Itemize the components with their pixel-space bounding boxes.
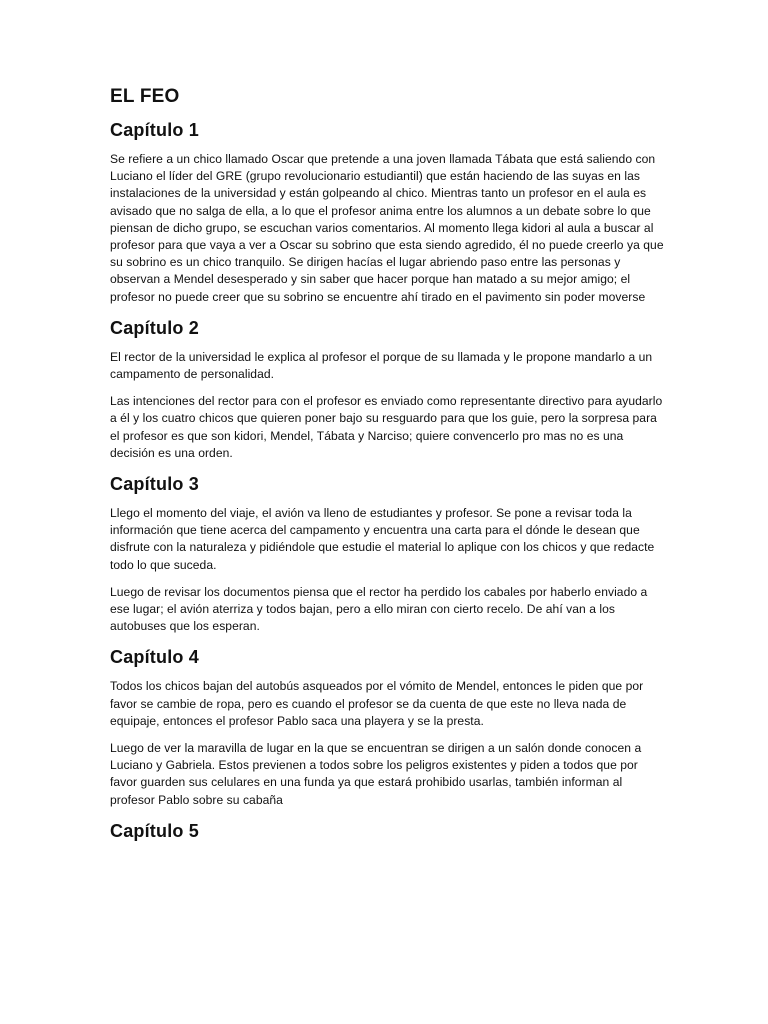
chapter-3 — [110, 474, 664, 635]
chapter-heading: Capítulo 2 — [110, 317, 200, 338]
chapter-paragraph: El rector de la universidad le explica al profesor el porque de su llamada y le propone mandarlo a un campamento de personalidad. — [110, 349, 653, 382]
chapter-heading: Capítulo 1 — [110, 120, 200, 140]
chapter-paragraph: Luego de ver la maravilla de lugar en la que se encuentran se dirigen a un salón donde conocen a Luciano y Gabriela. Estos previenen a todos sobre los peligros existentes y piden a todos que por favor guarden sus celulares en una funda ya que estará prohibido usarlas, también informan al profesor Pablo sobre su cabaña — [110, 741, 642, 807]
chapter-heading: Capítulo 3 — [110, 474, 200, 495]
chapter-heading: Capítulo 5 — [110, 820, 200, 841]
chapter-paragraph: Todos los chicos bajan del autobús asqueados por el vómito de Mendel, entonces le piden que por favor se cambie de ropa, pero es cuando el profesor se da cuenta de que este no lleva nada de equipaje, entonces el profesor Pablo saca una playera y se la presta. — [110, 679, 644, 728]
chapter-4 — [110, 647, 664, 808]
chapter-paragraph: Luego de revisar los documentos piensa que el rector ha perdido los cabales por haberlo enviado a ese lugar; el avión aterriza y todos bajan, pero a ello miran con cierto recelo. De ahí van a los autobuses que los esperan. — [110, 584, 648, 634]
chapter-2 — [110, 318, 664, 462]
chapter-paragraph: Se refiere a un chico llamado Oscar que pretende a una joven llamada Tábata que está saliendo con Luciano el líder del GRE (grupo revolucionario estudiantil) que están haciendo de las suyas en las instalaciones de la universidad y están golpeando al chico. Mientras tanto un profesor en el aula es avisado que no salga de ella, a lo que el profesor anima entre los alumnos a un debate sobre lo que piensan de dicho grupo, se escuchan varios comentarios. Al momento llega kidori al aula a buscar al profesor para que vaya a ver a Oscar su sobrino que esta siendo agredido, él no puede creerlo ya que su sobrino es un chico tranquilo. Se dirigen hacías el lugar abriendo paso entre las personas y observan a Mendel desesperado y sin saber que hacer porque han matado a su mejor amigo; el profesor no puede creer que su sobrino se encuentre ahí tirado en el pavimento sin poder moverse — [110, 152, 664, 304]
chapter-paragraph: Las intenciones del rector para con el profesor es enviado como representante directivo para ayudarlo a él y los cuatro chicos que quieren poner bajo su resguardo para que los guie, pero la sorpresa para el profesor es que son kidori, Mendel, Tábata y Narciso; quiere convencerlo pro mas no es una decisión es una orden. — [110, 394, 663, 460]
document-title: EL FEO — [110, 86, 180, 107]
chapter-5 — [110, 821, 664, 842]
chapter-paragraph: Llego el momento del viaje, el avión va lleno de estudiantes y profesor. Se pone a revisar toda la información que tiene acerca del campamento y encuentra una carta para el dónde le desean que disfrute con la naturaleza y pidiéndole que estudie el material lo aplique con los chicos y que redacte todo lo que suceda. — [110, 506, 655, 572]
chapter-heading: Capítulo 4 — [110, 647, 200, 668]
chapter-1 — [110, 120, 664, 306]
